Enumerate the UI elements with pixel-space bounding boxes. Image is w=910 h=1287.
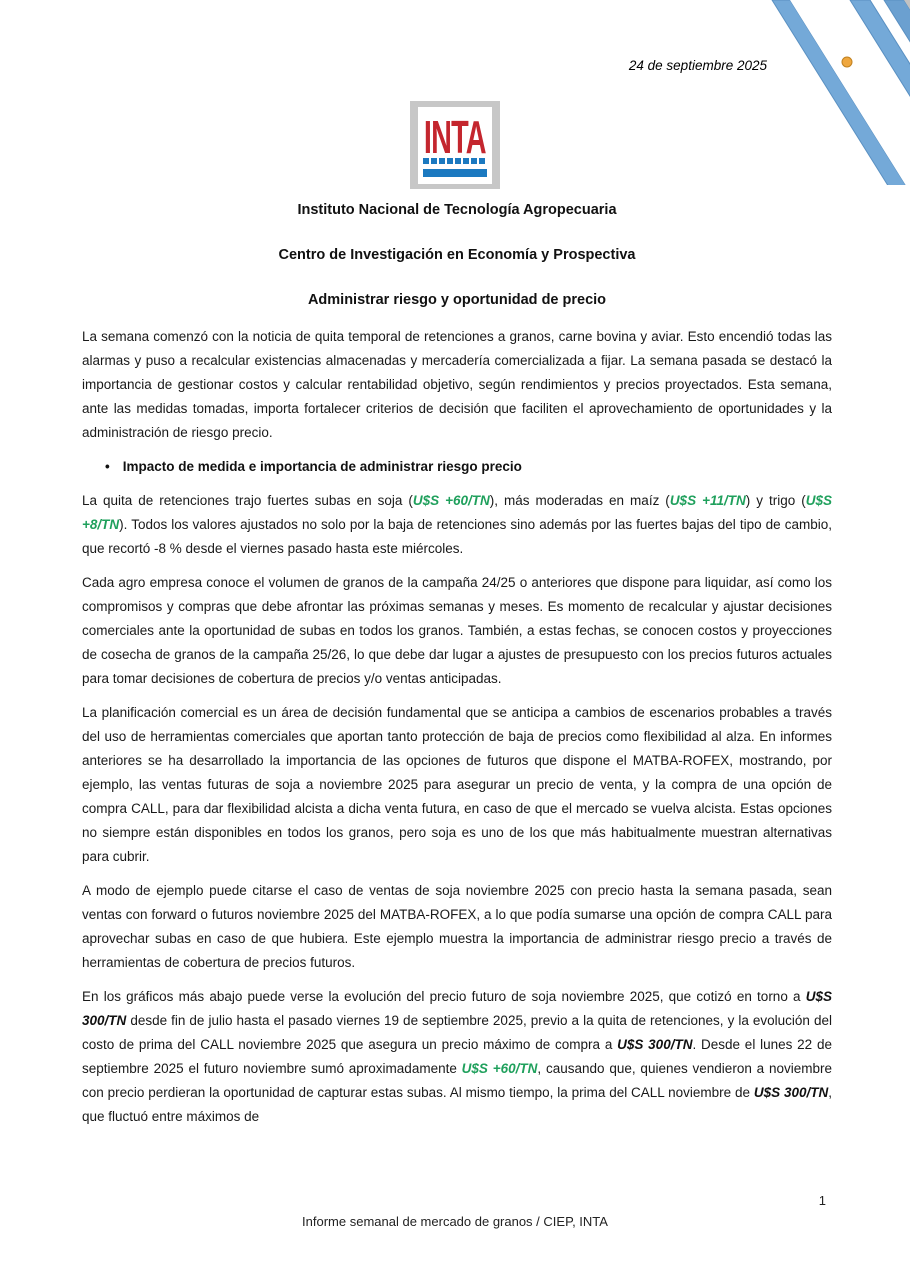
- bullet-heading-label: Impacto de medida e importancia de administrar riesgo precio: [122, 459, 522, 474]
- page-number: 1: [818, 1193, 826, 1208]
- flag-white-stripe: [790, 0, 910, 185]
- section-bullet-heading: [82, 455, 832, 479]
- bullet-icon: •: [105, 459, 110, 474]
- center-name-heading: Centro de Investigación en Economía y Prospectiva: [278, 247, 636, 263]
- paragraph-campania: Cada agro empresa conoce el volumen de granos de la campaña 24/25 o anteriores que dispone para liquidar, así como los compromisos y compras que debe afrontar las próximas semanas y meses. Es momento de recalcular y ajustar decisiones comerciales ante la oportunidad de subas en todos los granos. También, a estas fechas, se conocen costos y proyecciones de cosecha de granos de la campaña 25/26, lo que debe dar lugar a ajustes de presupuesto con los precios futuros actuales para tomar decisiones de cobertura de precios y/o ventas anticipadas.: [82, 575, 832, 686]
- flag-sun-icon: [842, 57, 852, 67]
- logo-acronym: INTA: [423, 112, 486, 164]
- logo-bar-solid: [423, 169, 487, 177]
- argentina-flag-ribbon-icon: [725, 0, 910, 185]
- document-body: [0, 202, 910, 1129]
- paragraph-retenciones: La quita de retenciones trajo fuertes subas en soja (U$S +60/TN), más moderadas en maíz (U$S +11/TN) y trigo (U$S +8/TN). Todos los valores ajustados no solo por la baja de retenciones sino además por las fuertes bajas del tipo de cambio, que recortó -8 % desde el viernes pasado hasta este miércoles.: [82, 493, 832, 556]
- paragraph-graficos: En los gráficos más abajo puede verse la evolución del precio futuro de soja noviembre 2025, que cotizó en torno a U$S 300/TN desde fin de julio hasta el pasado viernes 19 de septiembre 2025, previo a la quita de retenciones, y la evolución del costo de prima del CALL noviembre 2025 que asegura un precio máximo de compra a U$S 300/TN. Desde el lunes 22 de septiembre 2025 el futuro noviembre sumó aproximadamente U$S +60/TN, causando que, quienes vendieron a noviembre con precio perdieran la oportunidad de capturar estas subas. Al mismo tiempo, la prima del CALL noviembre de U$S 300/TN, que fluctuó entre máximos de: [82, 989, 833, 1124]
- document-date: 24 de septiembre 2025: [628, 58, 767, 73]
- footer-text: Informe semanal de mercado de granos / CIEP, INTA: [302, 1214, 608, 1229]
- org-name-heading: Instituto Nacional de Tecnología Agropecuaria: [297, 202, 617, 218]
- paragraph-ejemplo: A modo de ejemplo puede citarse el caso de ventas de soja noviembre 2025 con precio hasta la semana pasada, sean ventas con forward o futuros noviembre 2025 del MATBA-ROFEX, a lo que podía sumarse una opción de compra CALL para aprovechar subas en caso de que hubiera. Este ejemplo muestra la importancia de administrar riesgo precio a través de herramientas de cobertura de precios futuros.: [82, 883, 832, 970]
- report-title-heading: Administrar riesgo y oportunidad de precio: [307, 292, 607, 308]
- paragraph-intro: La semana comenzó con la noticia de quita temporal de retenciones a granos, carne bovina y aviar. Esto encendió todas las alarmas y puso a recalcular existencias almacenadas y mercadería comercializada a fijar. La semana pasada se destacó la importancia de gestionar costos y calcular rentabilidad objetivo, según rendimientos y precios proyectados. Esta semana, ante las medidas tomadas, importa fortalecer criterios de decisión que faciliten el aprovechamiento de oportunidades y la administración de riesgo precio.: [82, 329, 832, 440]
- paragraph-planificacion: La planificación comercial es un área de decisión fundamental que se anticipa a cambios de escenarios probables a través del uso de herramientas comerciales que aportan tanto protección de baja de precios como flexibilidad al alza. En informes anteriores se ha desarrollado la importancia de las opciones de futuros que dispone el MATBA-ROFEX, mostrando, por ejemplo, las ventas futuras de soja a noviembre 2025 para asegurar un precio de venta, y la compra de una opción de compra CALL, para dar flexibilidad alcista a dicha venta futura, en caso de que el mercado se vuelva alcista. Estas opciones no siempre están disponibles en todos los granos, pero soja es uno de los que más habitualmente muestran alternativas para cubrir.: [82, 705, 832, 864]
